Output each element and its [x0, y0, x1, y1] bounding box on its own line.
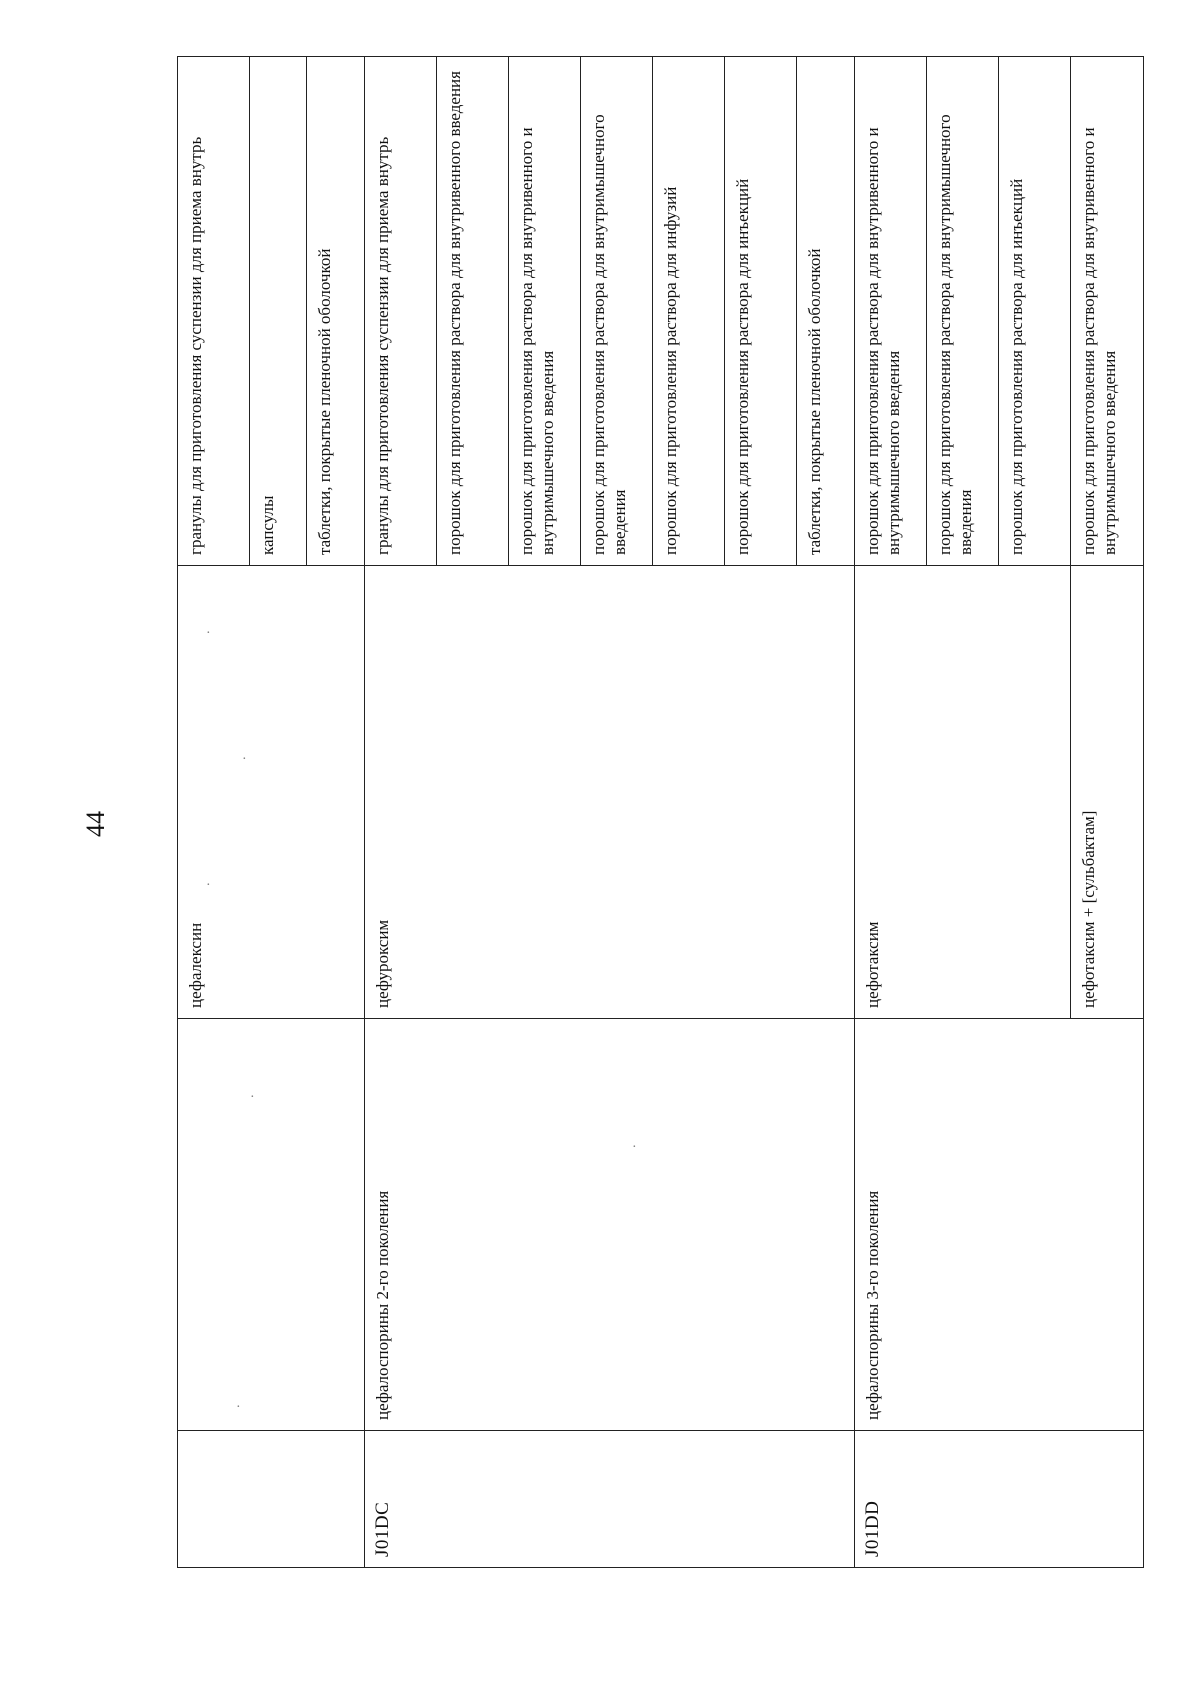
- substance-cell: цефотаксим + [сульбактам]: [1071, 566, 1144, 1019]
- group-cell: цефалоспорины 3-го поколения: [855, 1019, 1144, 1431]
- atc-code-cell: J01DC: [365, 1431, 855, 1568]
- table-row: [855, 57, 927, 1568]
- drug-table: [177, 56, 1144, 1568]
- dosage-form-cell: таблетки, покрытые пленочной оболочкой: [797, 57, 855, 566]
- substance-cell: цефуроксим: [365, 566, 855, 1019]
- table-container: [177, 57, 1119, 1568]
- dosage-form-cell: порошок для приготовления раствора для внутримышечного введения: [581, 57, 653, 566]
- dosage-form-cell: капсулы: [250, 57, 307, 566]
- dosage-form-cell: порошок для приготовления раствора для инъекций: [725, 57, 797, 566]
- substance-cell: цефотаксим: [855, 566, 1071, 1019]
- table-row: [365, 57, 437, 1568]
- dosage-form-cell: порошок для приготовления раствора для инфузий: [653, 57, 725, 566]
- group-cell: цефалоспорины 2-го поколения: [365, 1019, 855, 1431]
- scan-speck: ·: [206, 878, 211, 893]
- atc-code-cell: J01DD: [855, 1431, 1144, 1568]
- substance-cell: цефалексин: [178, 566, 365, 1019]
- dosage-form-cell: порошок для приготовления раствора для внутривенного введения: [437, 57, 509, 566]
- dosage-form-cell: порошок для приготовления раствора для внутривенного и внутримышечного введения: [1071, 57, 1144, 566]
- dosage-form-cell: порошок для приготовления раствора для внутримышечного введения: [927, 57, 999, 566]
- scan-speck: ·: [242, 752, 247, 767]
- dosage-form-cell: порошок для приготовления раствора для внутривенного и внутримышечного введения: [855, 57, 927, 566]
- dosage-form-cell: порошок для приготовления раствора для инъекций: [999, 57, 1071, 566]
- group-cell: [178, 1019, 365, 1431]
- page-number: 44: [81, 811, 110, 837]
- scan-speck: ·: [206, 626, 211, 641]
- dosage-form-cell: порошок для приготовления раствора для внутривенного и внутримышечного введения: [509, 57, 581, 566]
- table-row: [178, 57, 250, 1568]
- scan-speck: ·: [250, 1090, 255, 1105]
- scan-speck: ·: [236, 1400, 241, 1415]
- dosage-form-cell: таблетки, покрытые пленочной оболочкой: [307, 57, 365, 566]
- dosage-form-cell: гранулы для приготовления суспензии для приема внутрь: [365, 57, 437, 566]
- scan-speck: ·: [632, 1140, 637, 1155]
- atc-code-cell: [178, 1431, 365, 1568]
- dosage-form-cell: гранулы для приготовления суспензии для приема внутрь: [178, 57, 250, 566]
